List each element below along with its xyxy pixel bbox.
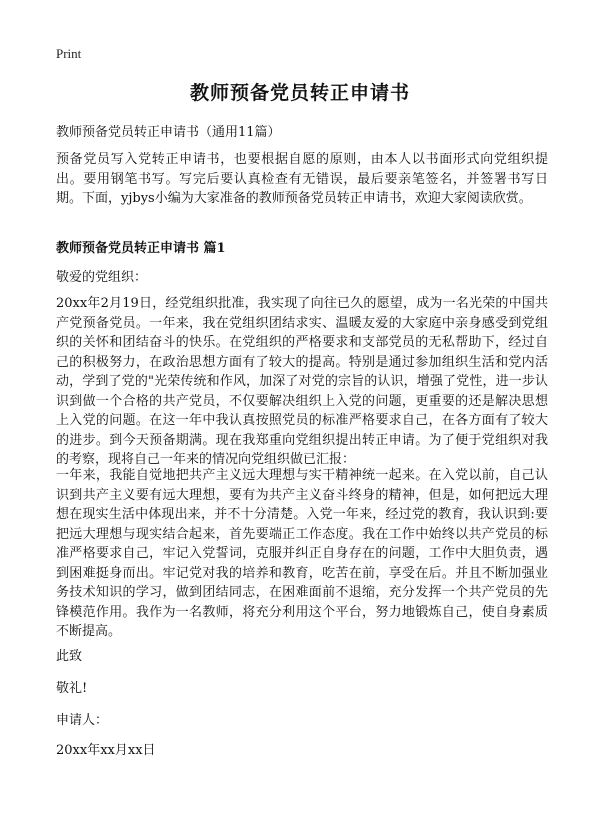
salutation: 敬爱的党组织： [56,270,148,285]
print-link[interactable]: Print [56,46,82,61]
intro-paragraph: 预备党员写入党转正申请书，也要根据自愿的原则，由本人以书面形式向党组织提出。要用钢笔书写。写完后要认真检查有无错误，最后要亲笔签名，并签署书写日期。下面，yjbys小编为大家准备的教师预备党员转正申请书，欢迎大家阅读欣赏。 [56,152,548,206]
application-date: 20xx年xx月xx日 [56,743,156,758]
closing-line-1: 此致 [56,649,83,664]
closing-line-2: 敬礼! [56,681,88,696]
body-paragraph-1: 20xx年2月19日，经党组织批准，我实现了向往已久的愿望，成为一名光荣的中国共产党预备党员。一年来，我在党组织团结求实、温暖友爱的大家庭中亲身感受到党组织的关怀和团结奋斗的快乐。在党组织的严格要求和支部党员的无私帮助下，经过自己的积极努力，在政治思想方面有了较大的提高。特别是通过参加组织生活和党内活动，学到了党的"光荣传统和作风，加深了对党的宗旨的认识，增强了党性，进一步认识到做一个合格的共产党员，不仅要解决组织上入党的问题，更重要的还是解决思想上入党的问题。在这一年中我认真按照党员的标准严格要求自己，在各方面有了较大的进步。到今天预备期满。现在我郑重向党组织提出转正申请。为了便于党组织对我的考察，现将自己一年来的情况向党组织做已汇报： [56,296,548,467]
section-heading: 教师预备党员转正申请书 篇1 [56,241,226,256]
applicant-label: 申请人： [56,713,109,728]
document-title: 教师预备党员转正申请书 [189,82,410,104]
body-paragraph-2: 一年来，我能自觉地把共产主义远大理想与实干精神统一起来。在入党以前，自己认识到共产主义要有远大理想，要有为共产主义奋斗终身的精神，但是，如何把远大理想在现实生活中体现出来，并不十分清楚。入党一年来，经过党的教育，我认识到:要把远大理想与现实结合起来，首先要端正工作态度。我在工作中始终以共产党员的标准严格要求自己，牢记入党誓词，克服并纠正自身存在的问题，工作中大胆负责，遇到困难挺身而出。牢记党对我的培养和教育，吃苦在前，享受在后。并且不断加强业务技术知识的学习，做到团结同志，在困难面前不退缩，充分发挥一个共产党员的先锋模范作用。我作为一名教师，将充分利用这个平台，努力地锻炼自己，使自身素质不断提高。 [56,468,548,639]
document-subtitle: 教师预备党员转正申请书（通用11篇） [56,125,281,140]
